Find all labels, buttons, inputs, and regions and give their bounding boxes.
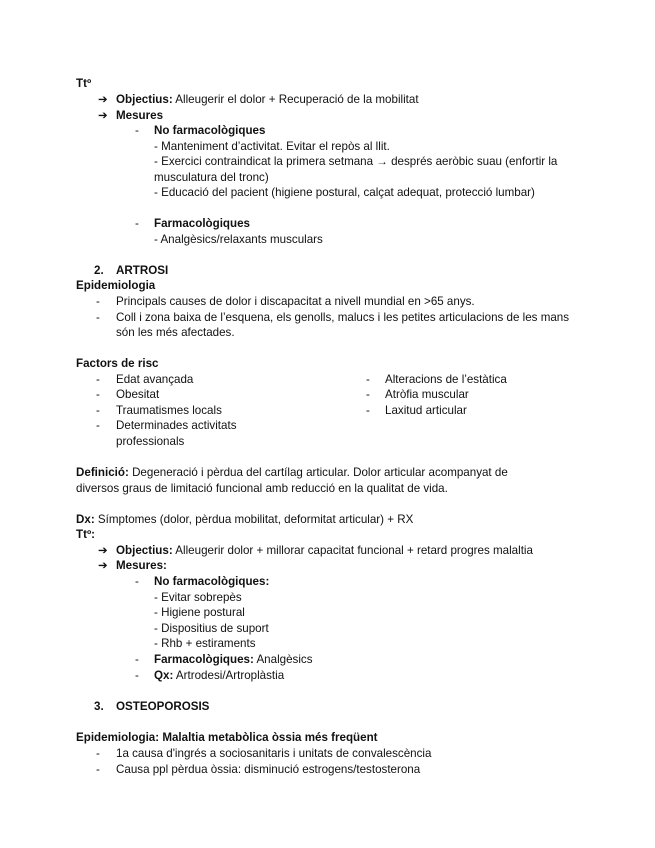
risk-factor-item: Edat avançada: [116, 373, 194, 386]
dash-bullet: -: [135, 124, 139, 137]
dash-bullet: -: [135, 669, 139, 682]
arrow-icon: ➔: [98, 544, 108, 557]
section-number: 3.: [94, 700, 104, 713]
arrow-icon: ➔: [98, 109, 108, 122]
diagnosis-line: [76, 512, 413, 528]
pharma-text: Analgèsics: [256, 653, 313, 666]
dash-bullet: -: [96, 763, 100, 776]
dash-bullet: -: [96, 311, 100, 324]
non-pharma-item: - Exercici contraindicat la primera setmana → després aeròbic suau (enfortir la: [154, 155, 558, 168]
treatment-heading: Ttº: [76, 77, 92, 90]
pharma-label: Farmacològiques:: [154, 653, 254, 666]
surgery-text: Artrodesi/Artroplàstia: [175, 669, 285, 682]
non-pharma-item: - Dispositius de suport: [154, 622, 269, 635]
list-item: Coll i zona baixa de l’esquena, els genolls, malucs i les petites articulacions de les mans: [116, 311, 570, 324]
pharma-label: Farmacològiques: [154, 217, 250, 230]
surgery-line: [154, 668, 284, 684]
list-item: 1a causa d'ingrés a sociosanitaris i unitats de convalescència: [116, 747, 432, 760]
measures-label: Mesures: [116, 109, 164, 122]
list-item: Principals causes de dolor i discapacitat a nivell mundial en >65 anys.: [116, 295, 475, 308]
dash-bullet: -: [135, 575, 139, 588]
section-number: 2.: [94, 264, 104, 277]
section-title: ARTROSI: [116, 264, 169, 277]
treatment-heading: Ttº:: [76, 528, 96, 541]
epidemiology-heading: Epidemiologia: [76, 279, 156, 292]
dash-bullet: -: [96, 404, 100, 417]
non-pharma-item: - Rhb + estiraments: [154, 637, 256, 650]
definition-label: Definició:: [76, 466, 129, 479]
objectives-line: [116, 92, 419, 108]
risk-factor-item: Laxitud articular: [385, 404, 467, 417]
non-pharma-item: - Higiene postural: [154, 606, 245, 619]
non-pharma-label: No farmacològiques: [154, 124, 266, 137]
non-pharma-label: No farmacològiques:: [154, 575, 270, 588]
non-pharma-item: musculatura del tronc): [154, 171, 269, 184]
epidemiology-heading: Epidemiologia: Malaltia metabòlica òssia més freqüent: [76, 731, 378, 744]
dash-bullet: -: [135, 217, 139, 230]
arrow-icon: ➔: [98, 559, 108, 572]
list-item-continuation: són les més afectades.: [116, 326, 235, 339]
pharma-line: [154, 652, 313, 668]
dash-bullet: -: [135, 653, 139, 666]
risk-factor-item: Determinades activitats: [116, 419, 237, 432]
measures-label: Mesures:: [116, 559, 167, 572]
objectives-label: Objectius:: [116, 93, 173, 106]
dash-bullet: -: [366, 388, 370, 401]
diagnosis-label: Dx:: [76, 513, 95, 526]
list-item: Causa ppl pèrdua òssia: disminució estrogens/testosterona: [116, 763, 421, 776]
risk-factor-item: Obesitat: [116, 388, 160, 401]
definition-text: Degeneració i pèrdua del cartílag articular. Dolor articular acompanyat de: [132, 466, 508, 479]
dash-bullet: -: [96, 295, 100, 308]
dash-bullet: -: [366, 373, 370, 386]
definition-line: [76, 465, 508, 481]
risk-factor-item: Alteracions de l’estàtica: [385, 373, 507, 386]
surgery-label: Qx:: [154, 669, 174, 682]
dash-bullet: -: [96, 747, 100, 760]
risk-factor-item: Atròfia muscular: [385, 388, 469, 401]
non-pharma-item: - Educació del pacient (higiene postural, calçat adequat, protecció lumbar): [154, 186, 535, 199]
dash-bullet: -: [96, 388, 100, 401]
definition-continuation: diversos graus de limitació funcional amb reducció en la qualitat de vida.: [76, 482, 448, 495]
risk-factor-item: Traumatismes locals: [116, 404, 222, 417]
objectives-line: [116, 543, 533, 559]
objectives-text: Alleugerir dolor + millorar capacitat funcional + retard progres malaltia: [175, 544, 533, 557]
pharma-item: - Analgèsics/relaxants musculars: [154, 233, 323, 246]
section-title: OSTEOPOROSIS: [116, 700, 210, 713]
risk-factor-continuation: professionals: [116, 435, 185, 448]
non-pharma-item: - Manteniment d’activitat. Evitar el repòs al llit.: [154, 140, 390, 153]
objectives-label: Objectius:: [116, 544, 173, 557]
dash-bullet: -: [96, 373, 100, 386]
objectives-text: Alleugerir el dolor + Recuperació de la mobilitat: [175, 93, 419, 106]
arrow-icon: ➔: [98, 93, 108, 106]
non-pharma-item: - Evitar sobrepès: [154, 591, 242, 604]
dash-bullet: -: [366, 404, 370, 417]
diagnosis-text: Símptomes (dolor, pèrdua mobilitat, deformitat articular) + RX: [97, 513, 414, 526]
dash-bullet: -: [96, 419, 100, 432]
risk-factors-heading: Factors de risc: [76, 357, 159, 370]
